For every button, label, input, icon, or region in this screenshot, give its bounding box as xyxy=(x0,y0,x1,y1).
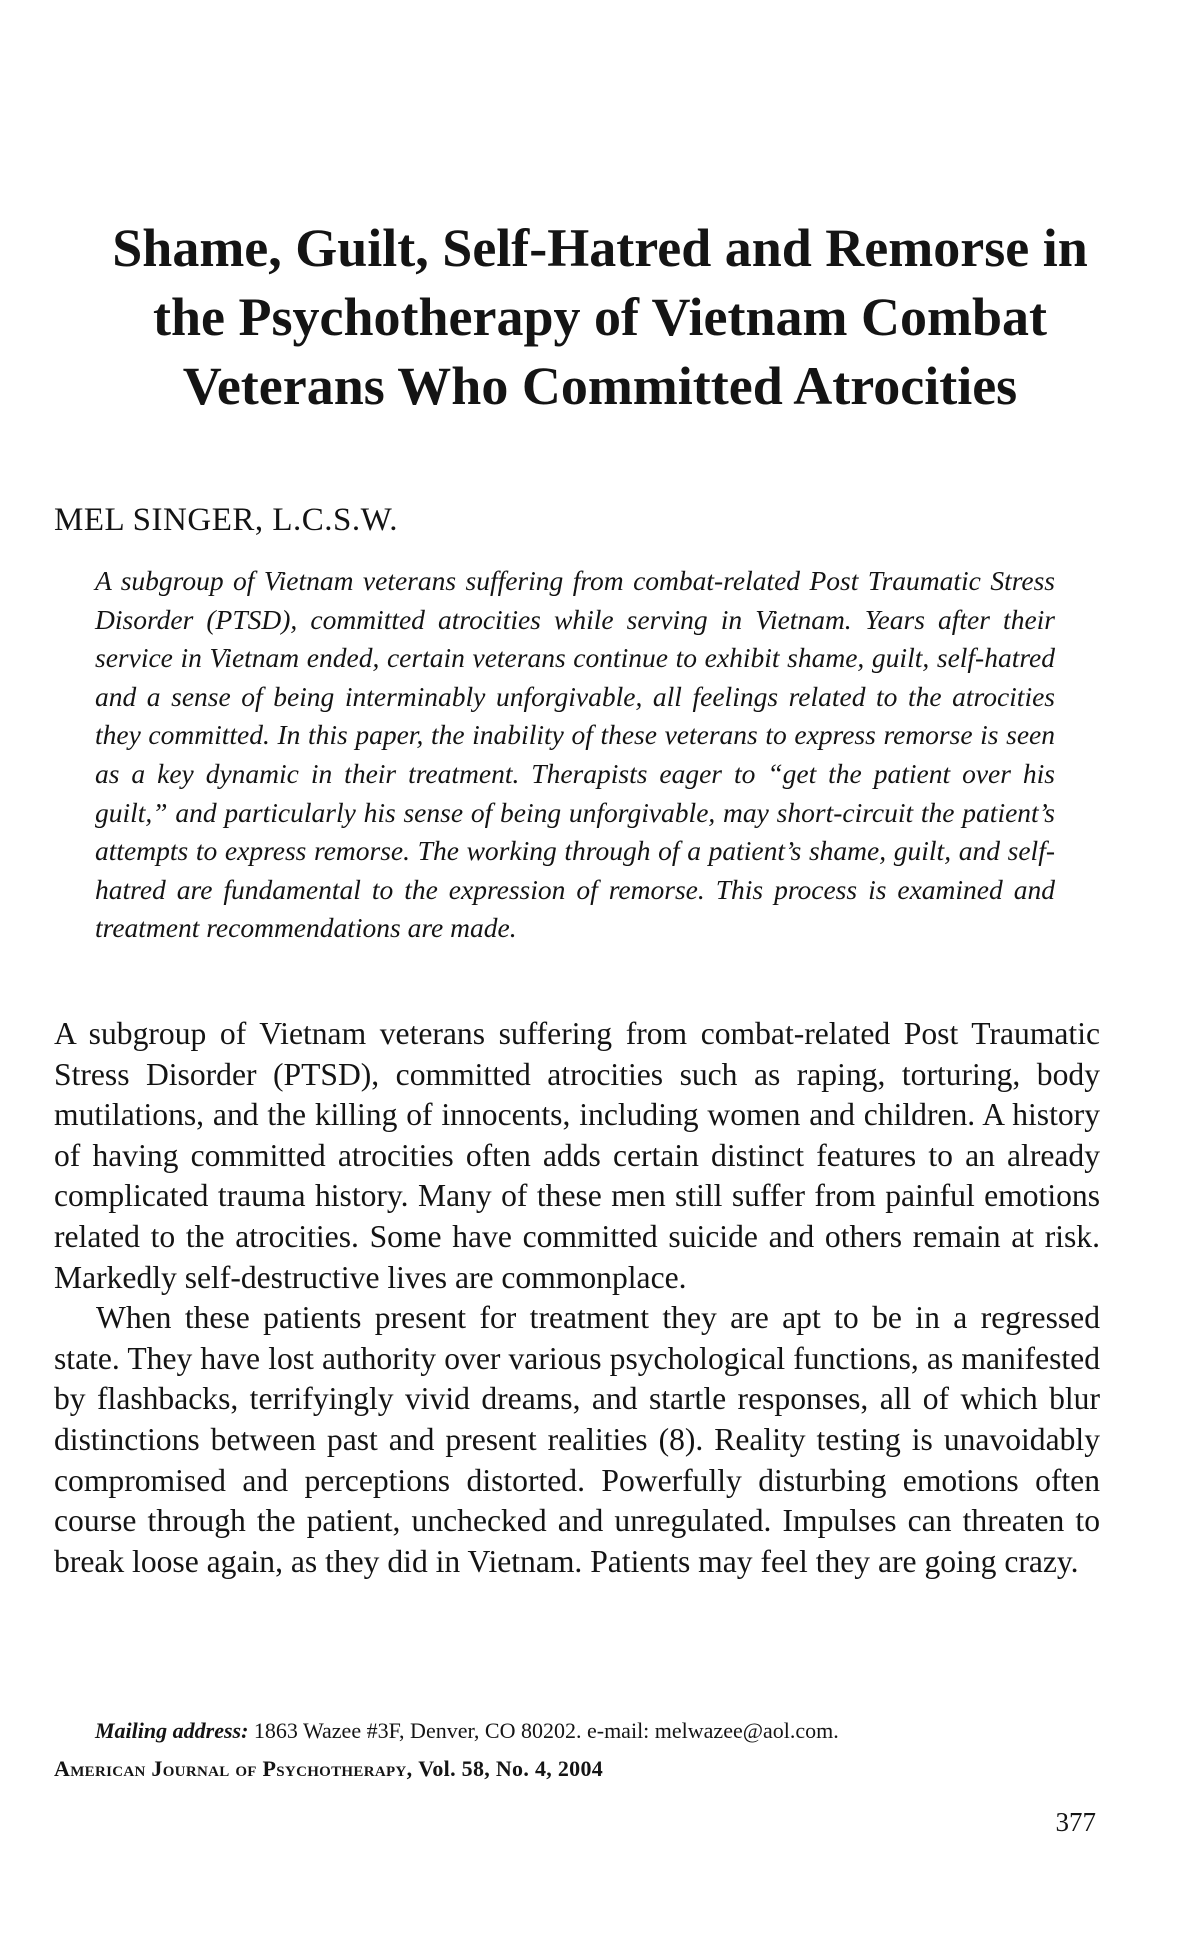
abstract: A subgroup of Vietnam veterans suffering from combat-related Post Traumatic Stress Disorder (PTSD), committed atrocities while serving in Vietnam. Years after their service in Vietnam ended, certain veterans continue to exhibit shame, guilt, self-hatred and a sense of being interminably unforgivable, all feelings related to the atrocities they committed. In this paper, the inability of these veterans to express remorse is seen as a key dynamic in their treatment. Therapists eager to “get the patient over his guilt,” and particularly his sense of being unforgivable, may short-circuit the patient’s attempts to express remorse. The working through of a patient’s shame, guilt, and self-hatred are fundamental to the expression of remorse. This process is examined and treatment recommendations are made. xyxy=(95,565,1055,944)
article-title xyxy=(50,214,1150,421)
body-paragraph: When these patients present for treatment they are apt to be in a regressed state. They have lost authority over various psychological functions, as manifested by flashbacks, terrifyingly vivid dreams, and startle responses, all of which blur distinctions between past and present realities (8). Reality testing is unavoidably compromised and perceptions distorted. Powerfully disturbing emotions often course through the patient, unchecked and unregulated. Impulses can threaten to break loose again, as they did in Vietnam. Patients may feel they are going crazy. xyxy=(54,1300,1100,1579)
footnote-text: 1863 Wazee #3F, Denver, CO 80202. e-mail: melwazee@aol.com. xyxy=(253,1718,839,1743)
author-byline: MEL SINGER, L.C.S.W. xyxy=(54,502,398,538)
title-line: Veterans Who Committed Atrocities xyxy=(182,356,1018,416)
footnote-label: Mailing address: xyxy=(95,1718,249,1743)
mailing-address-footnote xyxy=(95,1716,839,1746)
title-line: the Psychotherapy of Vietnam Combat xyxy=(153,287,1047,347)
body-text xyxy=(54,1014,1100,1582)
page-number: 377 xyxy=(1055,1807,1096,1837)
title-line: Shame, Guilt, Self-Hatred and Remorse in xyxy=(112,218,1088,278)
journal-citation xyxy=(54,1754,603,1784)
journal-name: American Journal of Psychotherapy, xyxy=(54,1756,413,1781)
journal-volume: Vol. 58, No. 4, 2004 xyxy=(418,1756,604,1781)
body-paragraph: A subgroup of Vietnam veterans suffering from combat-related Post Traumatic Stress Disorder (PTSD), committed atrocities such as raping, torturing, body mutilations, and the killing of innocents, including women and children. A history of having committed atrocities often adds certain distinct features to an already complicated trauma history. Many of these men still suffer from painful emotions related to the atrocities. Some have committed suicide and others remain at risk. Markedly self-destructive lives are commonplace. xyxy=(54,1016,1100,1295)
